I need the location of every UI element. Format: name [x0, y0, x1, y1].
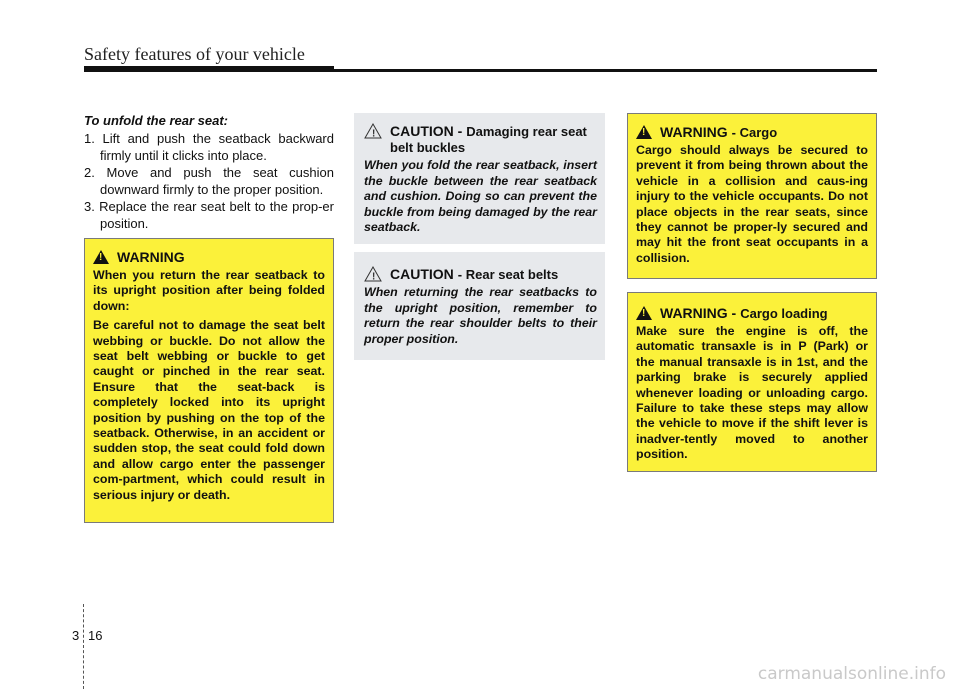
svg-text:!: !: [372, 271, 376, 282]
footer-divider: [83, 604, 85, 689]
warning-paragraph-2: Be careful not to damage the seat belt webbing or buckle. Do not allow the seat belt webbing or buckle to get caught or pinched in the rear seat. Ensure that the seat-back is completely locked into its upright position by pushing on the top of the seatback. Otherwise, in an accident or sudden stop, the seat could fold down and allow cargo enter the passenger com-partment, which could result in serious injury or death.: [93, 318, 325, 502]
caution-triangle-icon: [364, 266, 382, 282]
warning-label: WARNING -: [660, 305, 737, 321]
chapter-number: 3: [72, 628, 80, 643]
warning-subtitle: - Cargo: [731, 124, 778, 140]
caution-heading: [364, 266, 597, 282]
page-header-title: Safety features of your vehicle: [84, 44, 305, 64]
caution-label: CAUTION -: [390, 123, 463, 139]
warning-heading: [93, 249, 325, 265]
caution-subtitle: Damaging rear seat belt buckles: [390, 124, 587, 155]
caution-triangle-icon: [364, 123, 382, 139]
watermark: carmanualsonline.info: [757, 664, 946, 684]
caution-label: CAUTION: [390, 266, 454, 282]
step-3: 3. Replace the rear seat belt to the prop-er position.: [84, 199, 334, 231]
caution-heading: [364, 123, 597, 155]
warning-subtitle: Cargo loading: [740, 305, 828, 321]
caution-box-rear-belts: [354, 252, 605, 360]
step-1: 1. Lift and push the seatback backward firmly until it clicks into place.: [84, 131, 334, 163]
warning-box-cargo-loading: [627, 292, 877, 472]
warning-label: WARNING: [660, 124, 728, 140]
warning-heading: [636, 305, 868, 321]
warning-triangle-icon: [93, 250, 109, 264]
caution-body: When returning the rear seatbacks to the upright position, remember to return the rear shoulder belts to their proper position.: [364, 285, 597, 346]
warning-triangle-icon: [636, 306, 652, 320]
unfold-steps: [84, 130, 334, 232]
warning-body: [93, 268, 325, 503]
warning-box-cargo: [627, 113, 877, 279]
warning-box-seatback: [84, 238, 334, 523]
caution-subtitle: - Rear seat belts: [457, 266, 559, 282]
svg-text:!: !: [372, 128, 376, 139]
warning-heading: [636, 124, 868, 140]
warning-body: Cargo should always be secured to prevent it from being thrown about the vehicle in a collision and caus-ing injury to the vehicle occupants. Do not place objects in the rear seats, since they cannot be proper-ly secured and may hit the front seat occupants in a collision.: [636, 143, 868, 265]
warning-paragraph-1: When you return the rear seatback to its upright position after being folded down:: [93, 268, 325, 313]
warning-triangle-icon: [636, 125, 652, 139]
warning-body: Make sure the engine is off, the automatic transaxle is in P (Park) or the manual transaxle is in 1st, and the parking brake is securely applied whenever loading or unloading cargo. Failure to take these steps may allow the vehicle to move if the shift lever is inadver-tently moved to another position.: [636, 324, 868, 462]
unfold-instructions: [84, 113, 334, 232]
page-number: 16: [88, 628, 103, 643]
caution-body: When you fold the rear seatback, insert the buckle between the rear seatback and cushion. Doing so can prevent the buckle from being damaged by the rear seatback.: [364, 158, 597, 235]
step-2: 2. Move and push the seat cushion downward firmly to the proper position.: [84, 165, 334, 197]
header-rule: [84, 69, 877, 72]
caution-box-buckles: [354, 113, 605, 244]
unfold-title: To unfold the rear seat:: [84, 113, 228, 128]
warning-label: WARNING: [117, 249, 185, 265]
